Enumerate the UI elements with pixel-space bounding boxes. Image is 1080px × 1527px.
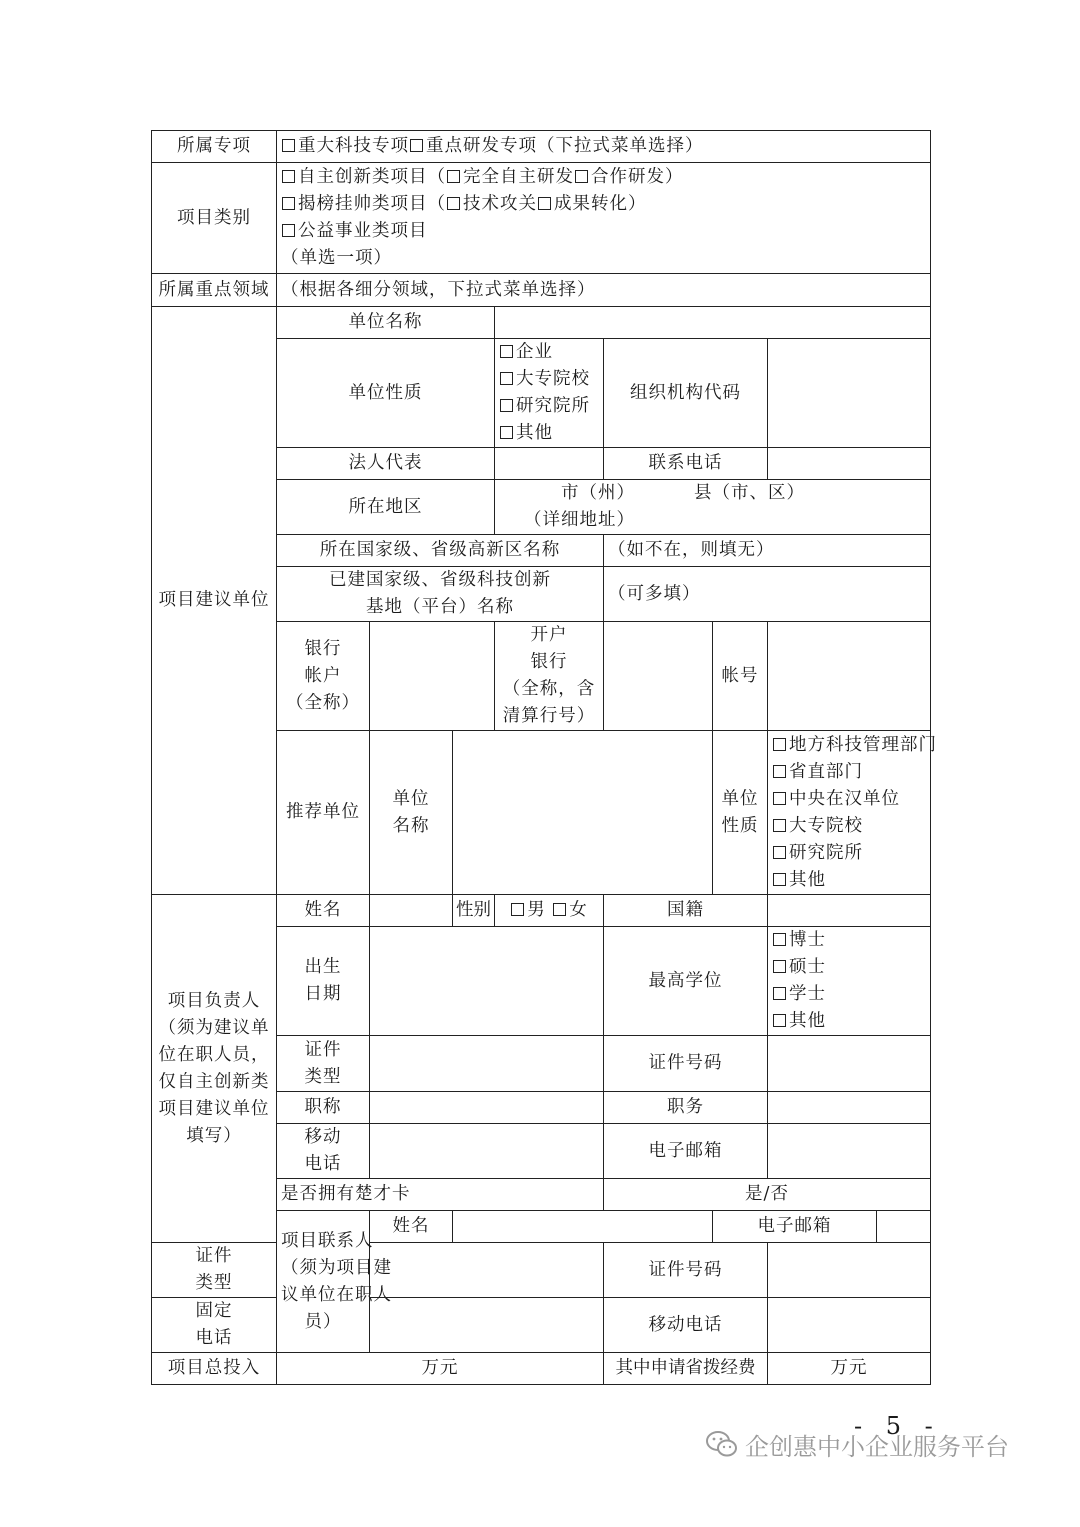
leader-id-type-field[interactable]: [370, 1036, 604, 1092]
unit-section-label: 项目建议单位: [152, 307, 277, 895]
innovation-base-label-line: 基地（平台）名称: [366, 597, 514, 617]
tech-breakthrough-label: 技术攻关: [463, 194, 537, 214]
option-label: 其他: [789, 1011, 826, 1031]
nationality-field[interactable]: [768, 895, 931, 927]
unit-phone-label: 联系电话: [604, 448, 768, 480]
checkbox-institute[interactable]: [500, 399, 513, 412]
org-code-label: 组织机构代码: [604, 339, 768, 448]
contact-id-no-field[interactable]: [768, 1243, 931, 1298]
contact-email-label: 电子邮箱: [713, 1211, 877, 1243]
recommend-name-label-line: 名称: [392, 815, 430, 836]
leader-id-no-field[interactable]: [768, 1036, 931, 1092]
chucai-card-field[interactable]: 是/否: [604, 1179, 931, 1211]
checkbox-female[interactable]: [553, 903, 566, 916]
achievement-transfer-label: 成果转化）: [554, 194, 647, 214]
checkbox-local-tech-dept[interactable]: [773, 738, 786, 751]
unit-name-label: 单位名称: [277, 307, 495, 339]
checkbox-public-welfare[interactable]: [282, 224, 295, 237]
post-field[interactable]: [768, 1092, 931, 1124]
leader-label-line: 位在职人员，: [158, 1044, 270, 1065]
checkbox-other[interactable]: [500, 426, 513, 439]
unit-nature-label: 单位性质: [277, 339, 495, 448]
contact-label-line: （须为项目建: [281, 1257, 392, 1278]
post-label: 职务: [604, 1092, 768, 1124]
open-bank-label: [495, 622, 604, 731]
leader-label-line: 仅自主创新类: [158, 1071, 270, 1092]
single-choice-note: （单选一项）: [281, 248, 392, 268]
recommend-name-label-line: 单位: [392, 788, 430, 809]
watermark-text: 企创惠中小企业服务平台: [745, 1432, 1009, 1461]
provincial-funding-label: 其中申请省拨经费: [604, 1353, 768, 1385]
checkbox-bachelor[interactable]: [773, 987, 786, 1000]
female-label: 女: [569, 900, 588, 920]
open-bank-label-line: （全称，含: [502, 679, 596, 699]
leader-email-label: 电子邮箱: [604, 1124, 768, 1179]
recommend-nature-options: [768, 731, 937, 895]
landline-field[interactable]: [370, 1298, 604, 1353]
option-label: 中央在汉单位: [789, 788, 900, 809]
leader-label-line: （须为建议单: [158, 1017, 270, 1038]
recommend-section-label: 推荐单位: [277, 731, 370, 895]
option-label: 研究院所: [789, 842, 863, 863]
checkbox-fully-independent[interactable]: [447, 170, 460, 183]
checkbox-independent-innovation[interactable]: [282, 170, 295, 183]
checkbox-college[interactable]: [773, 819, 786, 832]
checkbox-college[interactable]: [500, 372, 513, 385]
mobile-label-line: 电话: [304, 1154, 342, 1174]
application-form-table: [151, 130, 937, 1385]
recommend-nature-label: [713, 731, 768, 895]
org-code-field[interactable]: [768, 339, 931, 448]
innovation-base-field[interactable]: （可多填）: [604, 567, 931, 622]
innovation-base-label-line: 已建国家级、省级科技创新: [329, 570, 551, 590]
birth-date-field[interactable]: [370, 927, 604, 1036]
id-type-label-line: 证件: [304, 1039, 342, 1060]
birth-date-label: [277, 927, 370, 1036]
option-label: 学士: [789, 984, 826, 1004]
special-label: 所属专项: [152, 131, 277, 163]
contact-label-line: 项目联系人: [281, 1230, 374, 1251]
checkbox-master[interactable]: [773, 960, 786, 973]
contact-email-field[interactable]: [877, 1211, 931, 1243]
option-label: 大专院校: [516, 369, 590, 389]
checkbox-doctor[interactable]: [773, 933, 786, 946]
bank-label-line: 银行: [304, 638, 342, 659]
bank-account-field[interactable]: [370, 622, 495, 731]
leader-name-field[interactable]: [370, 895, 453, 927]
region-label: 所在地区: [277, 480, 495, 535]
hitech-zone-field[interactable]: （如不在，则填无）: [604, 535, 931, 567]
legal-rep-label: 法人代表: [277, 448, 495, 480]
leader-mobile-label: [277, 1124, 370, 1179]
checkbox-male[interactable]: [511, 903, 524, 916]
checkbox-open-competition[interactable]: [282, 197, 295, 210]
birth-label-line: 出生: [304, 957, 342, 977]
degree-options: [768, 927, 931, 1036]
mobile-label-line: 移动: [304, 1127, 342, 1147]
field-label: 所属重点领域: [152, 274, 277, 307]
leader-name-label: 姓名: [277, 895, 370, 927]
bank-label-line: （全称）: [286, 692, 360, 713]
id-type-label-line: 类型: [195, 1273, 233, 1293]
account-no-field[interactable]: [768, 622, 931, 731]
unit-name-field[interactable]: [495, 307, 931, 339]
unit-phone-field[interactable]: [768, 448, 931, 480]
contact-label-line: 员）: [304, 1311, 342, 1332]
account-no-label: 帐号: [713, 622, 768, 731]
checkbox-other-degree[interactable]: [773, 1014, 786, 1027]
contact-name-field[interactable]: [453, 1211, 713, 1243]
contact-id-type-label: [152, 1243, 277, 1298]
provincial-funding-field[interactable]: 万元: [768, 1353, 931, 1385]
checkbox-other[interactable]: [773, 873, 786, 886]
watermark: [705, 1426, 1009, 1462]
leader-email-field[interactable]: [768, 1124, 931, 1179]
bank-account-label: [277, 622, 370, 731]
recommend-name-field[interactable]: [453, 731, 713, 895]
contact-mobile-label: 移动电话: [604, 1298, 768, 1353]
degree-label: 最高学位: [604, 927, 768, 1036]
region-field[interactable]: [495, 480, 931, 535]
landline-label: [152, 1298, 277, 1353]
bank-label-line: 帐户: [304, 665, 342, 686]
leader-id-no-label: 证件号码: [604, 1036, 768, 1092]
checkbox-enterprise[interactable]: [500, 345, 513, 358]
special-options: [277, 131, 931, 163]
hitech-zone-label: 所在国家级、省级高新区名称: [277, 535, 604, 567]
leader-label-line: 项目建议单位: [158, 1098, 270, 1119]
checkbox-tech-breakthrough[interactable]: [447, 197, 460, 210]
chucai-card-label: 是否拥有楚才卡: [277, 1179, 604, 1211]
contact-section-label: [277, 1211, 392, 1353]
leader-label-line: 填写）: [186, 1125, 242, 1146]
contact-label-line: 议单位在职人: [281, 1284, 392, 1305]
checkbox-institute[interactable]: [773, 846, 786, 859]
checkbox-major-special[interactable]: [282, 139, 295, 152]
nationality-label: 国籍: [604, 895, 768, 927]
cooperative-label: 合作研发）: [591, 167, 684, 187]
recommend-nature-label-line: 单位: [721, 788, 759, 809]
checkbox-achievement-transfer[interactable]: [538, 197, 551, 210]
gender-options: [495, 895, 604, 927]
leader-id-type-label: [277, 1036, 370, 1092]
public-welfare-label: 公益事业类项目: [298, 221, 428, 241]
key-rd-label: 重点研发专项（下拉式菜单选择）: [426, 136, 704, 156]
leader-section-label: [152, 895, 277, 1243]
option-label: 研究院所: [516, 396, 590, 416]
gender-label: 性别: [453, 895, 495, 927]
checkbox-central-unit[interactable]: [773, 792, 786, 805]
male-label: 男: [527, 900, 546, 920]
fully-independent-label: 完全自主研发: [463, 167, 574, 187]
leader-label-line: 项目负责人: [167, 990, 261, 1011]
major-special-label: 重大科技专项: [298, 136, 409, 156]
wechat-icon: [705, 1429, 739, 1459]
open-bank-field[interactable]: [604, 622, 713, 731]
landline-label-line: 电话: [195, 1328, 233, 1348]
recommend-nature-label-line: 性质: [721, 815, 759, 836]
total-invest-field[interactable]: 万元: [277, 1353, 604, 1385]
address-text: （详细地址）: [524, 510, 635, 530]
option-label: 硕士: [789, 957, 826, 977]
title-field[interactable]: [370, 1092, 604, 1124]
title-label: 职称: [277, 1092, 370, 1124]
legal-rep-field[interactable]: [495, 448, 604, 480]
unit-nature-options: [495, 339, 604, 448]
leader-mobile-field[interactable]: [370, 1124, 604, 1179]
option-label: 地方科技管理部门: [789, 734, 937, 755]
total-invest-label: 项目总投入: [152, 1353, 277, 1385]
recommend-name-label: [370, 731, 453, 895]
field-value[interactable]: （根据各细分领域，下拉式菜单选择）: [277, 274, 931, 307]
independent-innovation-label: 自主创新类项目（: [298, 167, 446, 187]
option-label: 其他: [789, 869, 826, 890]
checkbox-key-rd[interactable]: [410, 139, 423, 152]
innovation-base-label: [277, 567, 604, 622]
contact-mobile-field[interactable]: [768, 1298, 931, 1353]
option-label: 其他: [516, 423, 553, 443]
page-number: - 5 -: [854, 1412, 941, 1440]
category-options: [277, 163, 931, 274]
option-label: 企业: [516, 342, 553, 362]
open-bank-label-line: 银行: [530, 652, 568, 672]
birth-label-line: 日期: [304, 984, 342, 1004]
checkbox-provincial-dept[interactable]: [773, 765, 786, 778]
open-bank-label-line: 开户: [530, 625, 568, 645]
id-type-label-line: 证件: [195, 1246, 233, 1266]
checkbox-cooperative[interactable]: [575, 170, 588, 183]
landline-label-line: 固定: [195, 1301, 233, 1321]
open-competition-label: 揭榜挂帅类项目（: [298, 194, 446, 214]
option-label: 大专院校: [789, 815, 863, 836]
id-type-label-line: 类型: [304, 1066, 342, 1087]
option-label: 省直部门: [789, 761, 863, 782]
county-text: 县（市、区）: [694, 483, 805, 503]
contact-id-no-label: 证件号码: [604, 1243, 768, 1298]
city-text: 市（州）: [561, 483, 635, 503]
open-bank-label-line: 清算行号）: [502, 706, 596, 726]
contact-name-label: 姓名: [370, 1211, 453, 1243]
option-label: 博士: [789, 930, 826, 950]
category-label: 项目类别: [152, 163, 277, 274]
contact-id-type-field[interactable]: [370, 1243, 604, 1298]
